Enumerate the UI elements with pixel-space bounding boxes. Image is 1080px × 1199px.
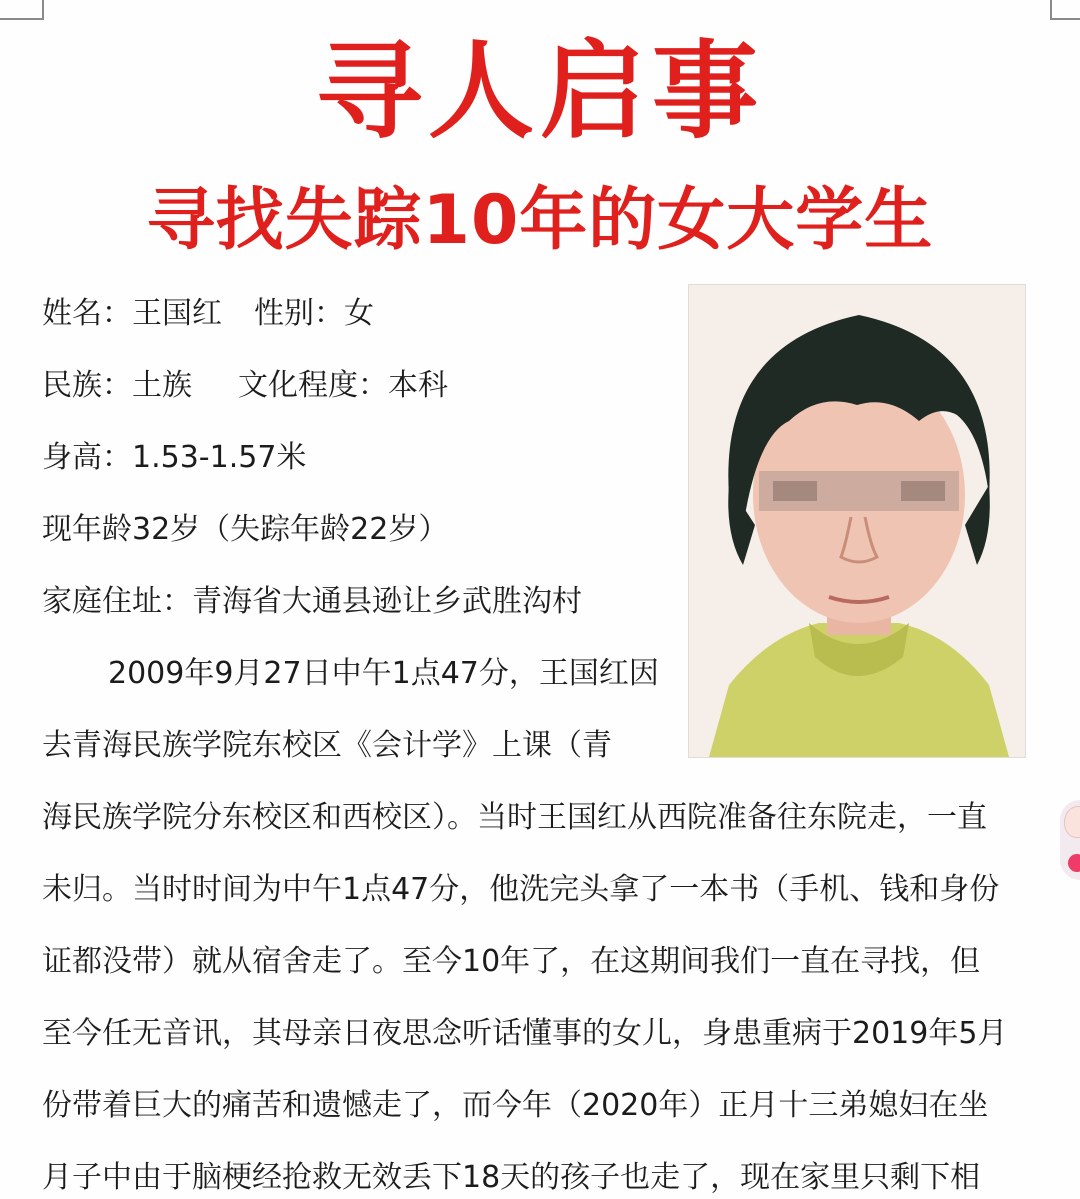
- info-address: 家庭住址：青海省大通县逊让乡武胜沟村: [42, 584, 582, 619]
- info-height: 身高：1.53-1.57米: [42, 440, 307, 475]
- info-ethnicity: 民族：土族: [42, 368, 192, 403]
- body-line-3: 海民族学院分东校区和西校区）。当时王国红从西院准备往东院走，一直: [42, 800, 987, 835]
- body-line-1: 2009年9月27日中午1点47分，王国红因: [108, 656, 659, 691]
- info-education: 文化程度：本科: [238, 368, 448, 403]
- floating-avatar-sticker[interactable]: [1060, 800, 1080, 880]
- body-line-7: 份带着巨大的痛苦和遗憾走了，而今年（2020年）正月十三弟媳妇在坐: [42, 1088, 989, 1123]
- info-row-name-gender: [42, 294, 374, 334]
- poster-headline: 寻人启事: [316, 30, 764, 153]
- info-gender: 性别：女: [254, 296, 374, 331]
- portrait-illustration: [689, 285, 1025, 757]
- sticker-face-icon: [1064, 806, 1080, 838]
- body-line-2: 去青海民族学院东校区《会计学》上课（青: [42, 728, 612, 763]
- info-name: 姓名：王国红: [42, 296, 222, 331]
- scan-corner-mark-right: [1050, 0, 1080, 20]
- poster-subheadline: 寻找失踪10年的女大学生: [146, 181, 934, 260]
- sticker-dot-icon: [1068, 854, 1080, 872]
- body-line-8: 月子中由于脑梗经抢救无效丢下18天的孩子也走了，现在家里只剩下相: [42, 1160, 981, 1195]
- body-line-6: 至今任无音讯，其母亲日夜思念听话懂事的女儿，身患重病于2019年5月: [42, 1016, 1008, 1051]
- portrait-photo: [688, 284, 1026, 758]
- info-age: 现年龄32岁（失踪年龄22岁）: [42, 512, 449, 547]
- body-line-4: 未归。当时时间为中午1点47分，他洗完头拿了一本书（手机、钱和身份: [42, 872, 1000, 907]
- info-row-ethnicity-education: [42, 366, 448, 406]
- scan-corner-mark-left: [0, 0, 44, 20]
- body-line-5: 证都没带）就从宿舍走了。至今10年了，在这期间我们一直在寻找，但: [42, 944, 981, 979]
